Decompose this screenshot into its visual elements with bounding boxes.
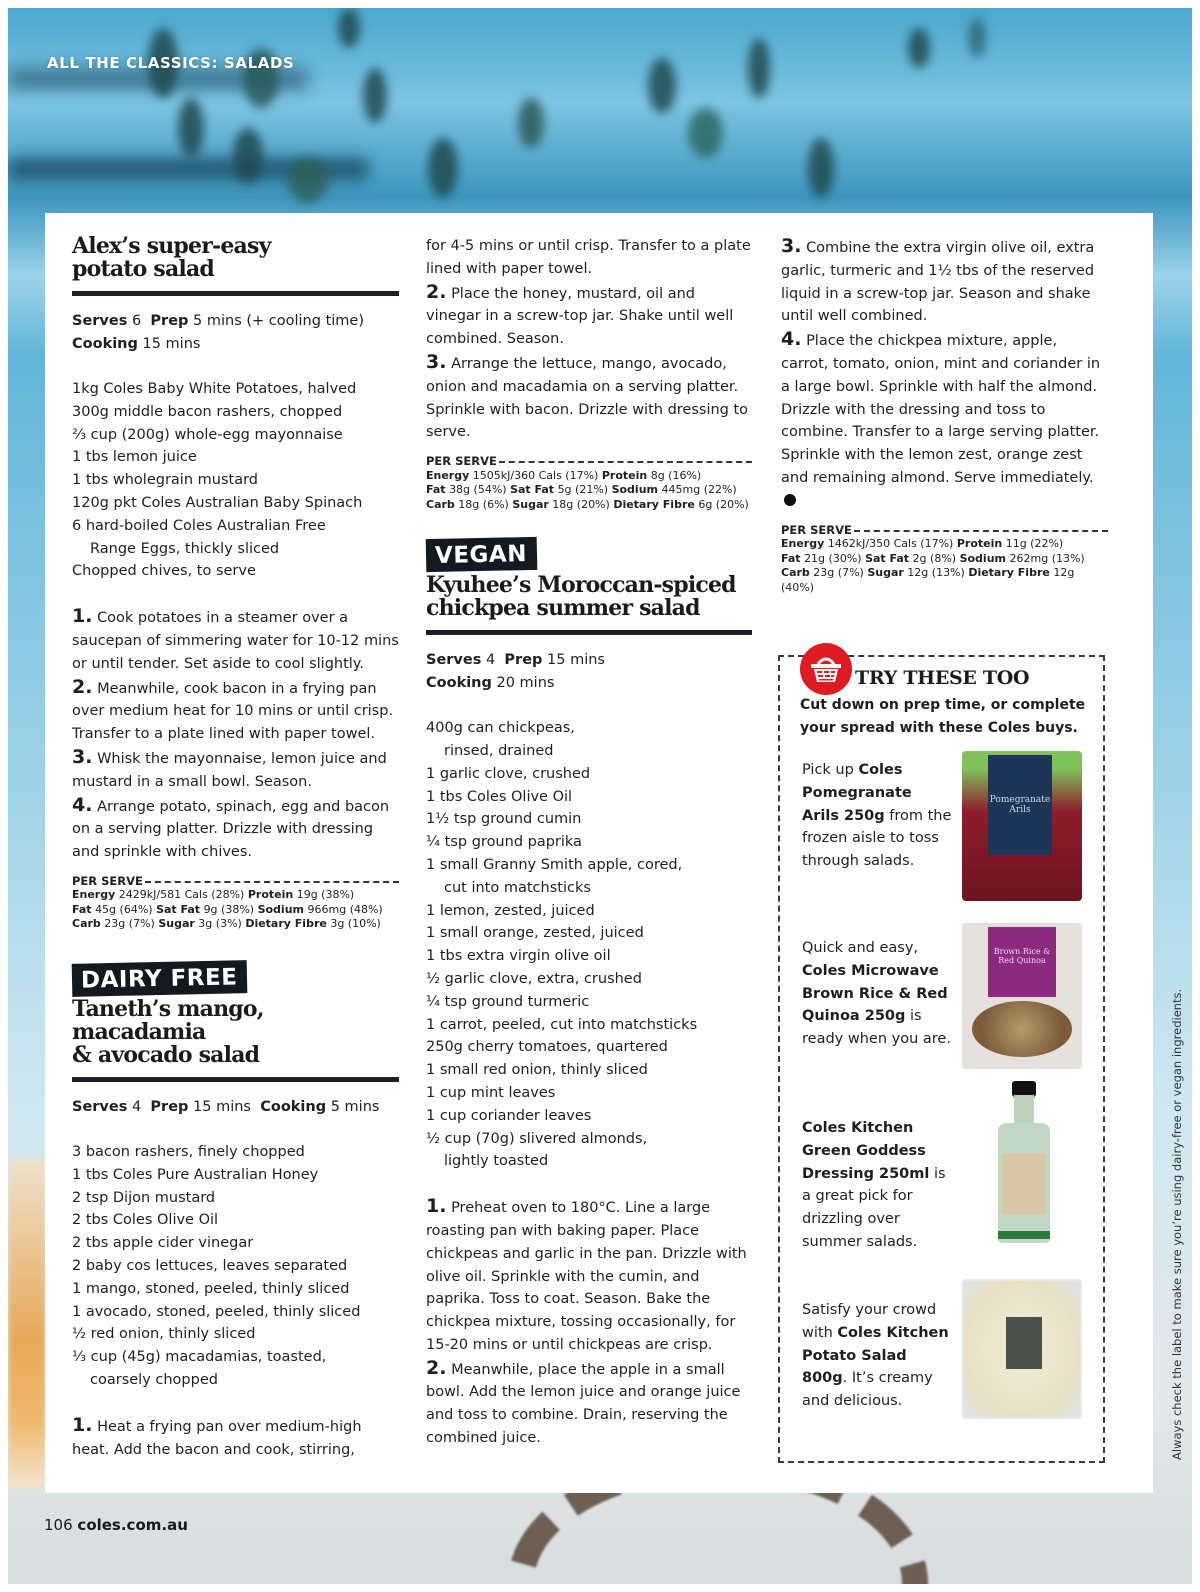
vegan-badge: VEGAN (426, 537, 538, 572)
ingredient: 1 small orange, zested, juiced (426, 925, 644, 942)
method-step: 1. Cook potatoes in a steamer over a saucepan of simmering water for 10-12 mins or until tender. Set aside to cool slightly. (72, 605, 399, 672)
recipe-meta-potato: Serves 6 Prep 5 mins (+ cooling time) Cooking 15 mins (72, 313, 364, 352)
foliage (288, 158, 328, 203)
product-pomegranate (802, 759, 1102, 873)
ingredient: 2 baby cos lettuces, leaves separated (72, 1257, 348, 1274)
ingredient: ¼ tsp ground turmeric (426, 993, 590, 1010)
page-footer (44, 1516, 188, 1534)
recipe-title-chickpea: Kyuhee’s Moroccan-spiced chickpea summer salad (426, 572, 736, 622)
dairy-free-badge: DAIRY FREE (72, 960, 248, 997)
method-step: 1. Heat a frying pan over medium-high heat. Add the bacon and cook, stirring, (72, 1413, 362, 1458)
foliage (648, 58, 676, 113)
ingredient-list-potato (72, 378, 399, 583)
ingredient: 1 carrot, peeled, cut into matchsticks (426, 1016, 698, 1033)
ingredient: 1 avocado, stoned, peeled, thinly sliced (72, 1303, 361, 1320)
ingredient: rinsed, drained (444, 742, 554, 759)
ingredient: 1 cup coriander leaves (426, 1107, 592, 1124)
ingredient: 1 cup mint leaves (426, 1084, 556, 1101)
foliage (748, 38, 770, 98)
site-link[interactable]: coles.com.au (77, 1516, 188, 1534)
method-step: 1. Preheat oven to 180°C. Line a large roasting pan with baking paper. Place chickpeas and garlic in the pan. Drizzle with olive oil. Sprinkle with the cumin, and paprika. Toss to coat. Season. Bake the chickpea mixture, tossing occasionally, for 15-20 mins or until chickpeas are crisp. (426, 1195, 747, 1353)
recipe-meta-mango: Serves 4 Prep 15 mins Cooking 5 mins (72, 1098, 380, 1115)
method-mango-part1 (72, 1414, 399, 1462)
product-green-goddess (802, 1117, 1102, 1254)
ingredient-list-mango (72, 1141, 399, 1392)
method-mango-part2 (426, 235, 752, 444)
foliage (428, 138, 458, 198)
method-step: 2. Meanwhile, place the apple in a small bowl. Add the lemon juice and orange juice and toss to combine. Drain, reserving the combined juice. (426, 1356, 741, 1447)
title-rule (426, 630, 752, 635)
product-description: Satisfy your crowd with Coles Kitchen Potato Salad 800g. It’s creamy and delicious. (802, 1302, 949, 1410)
method-step: 2. Place the honey, mustard, oil and vinegar in a screw-top jar. Shake until well combined. Season. (426, 280, 734, 348)
ingredient: 2 tsp Dijon mustard (72, 1189, 216, 1206)
foliage (908, 28, 930, 68)
ingredient: ½ garlic clove, extra, crushed (426, 970, 642, 987)
product-potato-salad (802, 1299, 1102, 1413)
foliage (233, 128, 263, 183)
ingredient: 1 tbs lemon juice (72, 449, 197, 466)
try-these-too-box (778, 655, 1105, 1463)
ingredient: 1 mango, stoned, peeled, thinly sliced (72, 1280, 350, 1297)
ingredient: 1 garlic clove, crushed (426, 765, 591, 782)
ingredient: ¼ tsp ground paprika (426, 834, 582, 851)
foliage (518, 98, 544, 148)
product-description: Coles Kitchen Green Goddess Dressing 250ml is a great pick for drizzling over summer salads. (802, 1120, 946, 1250)
ingredient: ⅔ cup (200g) whole-egg mayonnaise (72, 426, 343, 443)
nutrition-potato: PER SERVE Energy 2429kJ/581 Cals (28%) Protein 19g (38%) Fat 45g (64%) Sat Fat 9g (38%) Sodium 966mg (48%) Carb 23g (7%) Sugar 3g (3%) Dietary Fibre 3g (10%) (72, 874, 399, 932)
page-number: 106 (44, 1516, 73, 1534)
foliage (338, 8, 360, 48)
method-potato (72, 605, 399, 864)
ingredient: 1 tbs Coles Olive Oil (426, 788, 573, 805)
product-description: Pick up Coles Pomegranate Arils 250g from the frozen aisle to toss through salads. (802, 762, 952, 870)
dietary-disclaimer: Always check the label to make sure you’re using dairy-free or vegan ingredients. (1170, 988, 1184, 1460)
ingredient: 1 tbs wholegrain mustard (72, 472, 258, 489)
ingredient: 2 tbs Coles Olive Oil (72, 1212, 219, 1229)
ingredient: 400g can chickpeas, (426, 720, 575, 737)
method-step: 3. Combine the extra virgin olive oil, extra garlic, turmeric and 1½ tbs of the reserved liquid in a screw-top jar. Season and shake until well combined. (781, 235, 1095, 325)
ingredient: 1 tbs extra virgin olive oil (426, 948, 611, 965)
ingredient: 1 small red onion, thinly sliced (426, 1062, 648, 1079)
method-step: 3. Whisk the mayonnaise, lemon juice and mustard in a small bowl. Season. (72, 745, 387, 790)
recipe-meta-chickpea: Serves 4 Prep 15 mins Cooking 20 mins (426, 652, 605, 692)
product-brown-rice-quinoa (802, 937, 1102, 1051)
ingredient: ⅓ cup (45g) macadamias, toasted, (72, 1349, 327, 1366)
ingredient: 1 tbs Coles Pure Australian Honey (72, 1166, 319, 1183)
method-step: 4. Place the chickpea mixture, apple, carrot, tomato, onion, mint and coriander in a large bowl. Sprinkle with half the almond. Drizzle with the dressing and toss to combine. Transfer to a large serving platter. Sprinkle with the lemon zest, orange zest and remaining almond. Serve immediately. (781, 328, 1108, 512)
ingredient: 1kg Coles Baby White Potatoes, halved (72, 381, 357, 397)
ingredient: ½ cup (70g) slivered almonds, (426, 1130, 648, 1147)
ingredient: 1½ tsp ground cumin (426, 811, 582, 828)
potato-salad-tub-image (962, 1279, 1082, 1419)
ingredient: ½ red onion, thinly sliced (72, 1326, 256, 1343)
end-mark-icon (784, 494, 796, 506)
ingredient: 250g cherry tomatoes, quartered (426, 1039, 668, 1056)
product-description: Quick and easy, Coles Microwave Brown Rice & Red Quinoa 250g is ready when you are. (802, 940, 951, 1048)
method-chickpea-part2 (781, 235, 1108, 513)
method-step-continued: for 4-5 mins or until crisp. Transfer to a plate lined with paper towel. (426, 238, 751, 277)
try-these-too-title: TRY THESE TOO (855, 667, 1030, 689)
recipe-title-mango: Taneth’s mango, macadamia & avocado salad (72, 995, 264, 1068)
foliage (178, 98, 204, 158)
pomegranate-arils-pack-image: Pomegranate Arils (962, 751, 1082, 901)
ingredient: cut into matchsticks (444, 879, 591, 896)
ingredient: Range Eggs, thickly sliced (90, 540, 280, 557)
nutrition-chickpea: PER SERVE Energy 1462kJ/350 Cals (17%) Protein 11g (22%) Fat 21g (30%) Sat Fat 2g (8%) Sodium 262mg (13%) Carb 23g (7%) Sugar 12g (13%) Dietary Fibre 12g (40%) (781, 523, 1108, 596)
method-step: 4. Arrange potato, spinach, egg and bacon on a serving platter. Drizzle with dressing and sprinkle with chives. (72, 793, 390, 861)
method-chickpea-part1 (426, 1195, 752, 1450)
column-2 (426, 235, 752, 1450)
column-1 (72, 235, 399, 1461)
ingredient: lightly toasted (444, 1153, 549, 1170)
method-step: 2. Meanwhile, cook bacon in a frying pan over medium heat for 10 mins or until crisp. Transfer to a plate lined with paper towel. (72, 675, 394, 743)
shopping-basket-icon (800, 643, 852, 695)
foliage (968, 18, 986, 58)
ingredient-list-chickpea (426, 717, 752, 1173)
ingredient: 6 hard-boiled Coles Australian Free (72, 517, 326, 534)
foliage (808, 138, 834, 198)
column-3 (781, 235, 1108, 595)
foliage (363, 68, 387, 123)
ingredient: Chopped chives, to serve (72, 563, 256, 580)
title-rule (72, 1077, 399, 1082)
ingredient: 3 bacon rashers, finely chopped (72, 1143, 305, 1160)
glass-blur (8, 1158, 46, 1488)
ingredient: 120g pkt Coles Australian Baby Spinach (72, 494, 363, 511)
brown-rice-quinoa-pack-image: Brown Rice & Red Quinoa (962, 923, 1082, 1069)
foliage (688, 108, 723, 158)
recipe-title-potato: Alex’s super-easy potato salad (72, 233, 271, 282)
ingredient: coarsely chopped (90, 1371, 218, 1388)
ingredient: 1 lemon, zested, juiced (426, 902, 595, 919)
nutrition-mango: PER SERVE Energy 1505kJ/360 Cals (17%) Protein 8g (16%) Fat 38g (54%) Sat Fat 5g (21%) Sodium 445mg (22%) Carb 18g (6%) Sugar 18g (20%) Dietary Fibre 6g (20%) (426, 454, 752, 512)
ingredient: 300g middle bacon rashers, chopped (72, 403, 343, 420)
title-rule (72, 291, 399, 296)
green-goddess-dressing-bottle-image (992, 1081, 1056, 1245)
try-these-too-subtitle: Cut down on prep time, or complete your spread with these Coles buys. (800, 697, 1086, 736)
method-step: 3. Arrange the lettuce, mango, avocado, onion and macadamia on a serving platter. Sprinkle with bacon. Drizzle with dressing to serve. (426, 350, 749, 441)
section-label: ALL THE CLASSICS: SALADS (47, 54, 295, 72)
recipe-card (45, 213, 1153, 1493)
ingredient: 1 small Granny Smith apple, cored, (426, 856, 683, 873)
ingredient: 2 tbs apple cider vinegar (72, 1235, 254, 1252)
